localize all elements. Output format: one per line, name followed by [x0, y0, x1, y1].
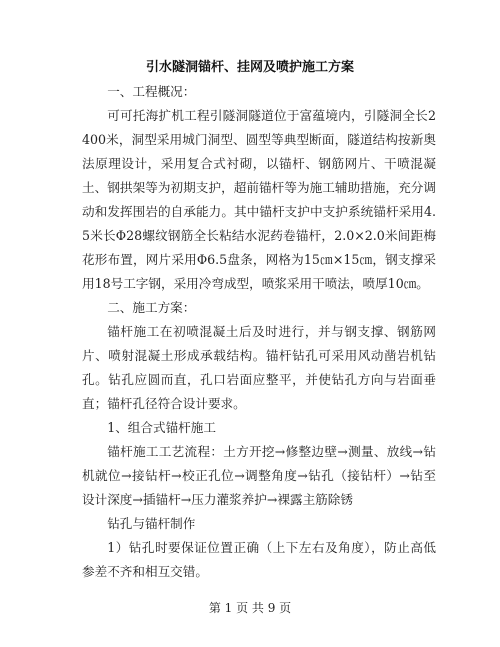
page-number-footer: 第 1 页 共 9 页 [208, 601, 292, 615]
section-heading-overview: 一、工程概况： [107, 84, 196, 99]
paragraph-process-flow: 锚杆施工工艺流程：土方开挖→修整边壁→测量、放线→钻机就位→接钻杆→校正孔位→调整角度→钻孔（接钻杆）→钻至设计深度→插锚杆→压力灌浆养护→裸露主筋除锈 [82, 444, 436, 507]
document-title: 引水隧洞锚杆、挂网及喷护施工方案 [145, 60, 354, 75]
document-body [82, 80, 436, 584]
subheading-drilling: 钻孔与锚杆制作 [107, 516, 196, 531]
paragraph-plan: 锚杆施工在初喷混凝土后及时进行，并与钢支撑、钢筋网片、喷射混凝土形成承载结构。锚杆钻孔可采用风动凿岩机钻孔。钻孔应圆而直，孔口岩面应整平，并使钻孔方向与岩面垂直；锚杆孔径符合设计要求。 [82, 324, 436, 411]
paragraph-drilling-note: 1）钻孔时要保证位置正确（上下左右及角度），防止高低参差不齐和相互交错。 [82, 540, 436, 579]
paragraph-overview: 可可托海扩机工程引隧洞隧道位于富蕴境内，引隧洞全长2400米，洞型采用城门洞型、圆型等典型断面，隧道结构按新奥法原理设计，采用复合式衬砌，以锚杆、钢筋网片、干喷混凝土、钢拱架等为初期支护，超前锚杆等为施工辅助措施，充分调动和发挥围岩的自承能力。其中锚杆支护中支护系统锚杆采用4.5米长Φ28螺纹钢筋全长粘结水泥药卷锚杆，2.0×2.0米间距梅花形布置，网片采用Φ6.5盘条，网格为15㎝×15㎝，钢支撑采用18号工字钢，采用冷弯成型，喷浆采用干喷法，喷厚10㎝。 [82, 108, 436, 291]
title-area [0, 56, 500, 77]
section-heading-plan: 二、施工方案： [107, 300, 196, 315]
subheading-combined-anchor: 1、组合式锚杆施工 [107, 420, 216, 435]
